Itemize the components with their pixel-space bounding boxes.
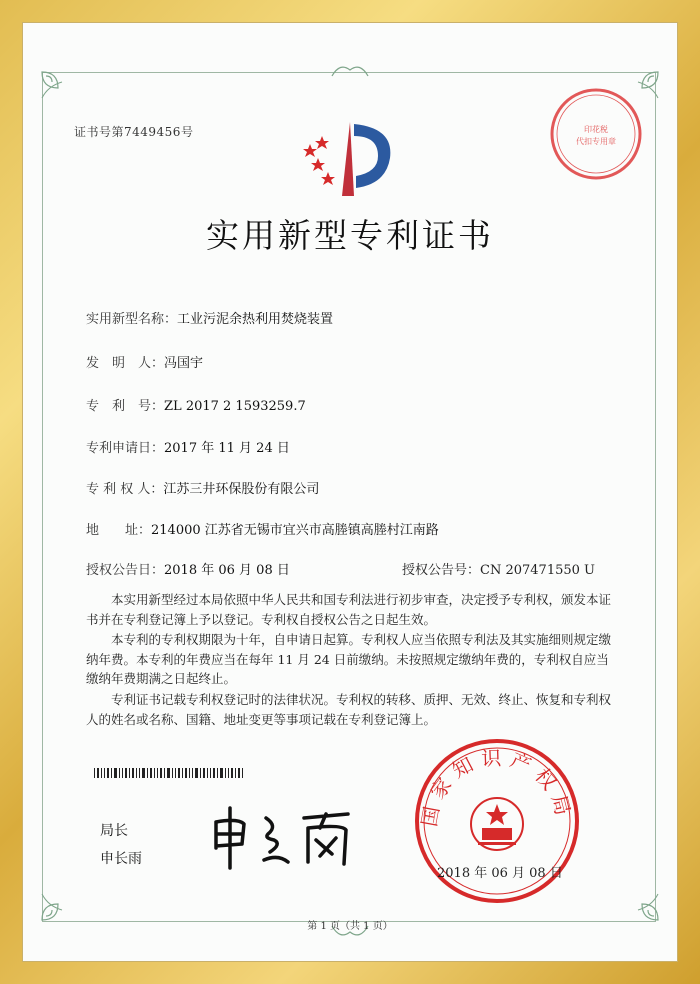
field-value: 工业污泥余热利用焚烧装置 <box>177 312 334 327</box>
body-paragraph: 本专利的专利权期限为十年，自申请日起算。专利权人应当依照专利法及其实施细则规定缴纳年费。本专利的年费应当在每年 11 月 24 日前缴纳。未按照规定缴纳年费的，专利权自应当缴纳年费期满之日起终止。 <box>86 632 612 686</box>
svg-text:代扣专用章: 代扣专用章 <box>576 137 616 146</box>
field-value: ZL 2017 2 1593259.7 <box>164 399 306 414</box>
svg-text:国家知识产权局: 国家知识产权局 <box>416 745 577 829</box>
field-value: 冯国宇 <box>164 356 204 371</box>
field-inventor <box>86 352 203 371</box>
field-label: 发 明 人： <box>86 356 165 371</box>
field-grant-date <box>86 559 290 578</box>
field-filing-date <box>86 437 290 456</box>
field-address <box>86 519 439 538</box>
field-grant-number <box>402 559 595 578</box>
field-patent-number <box>86 395 306 414</box>
corner-ornament-icon <box>38 68 78 108</box>
body-paragraph: 专利证书记载专利权登记时的法律状况。专利权的转移、质押、无效、终止、恢复和专利权人的姓名或名称、国籍、地址变更等事项记载在专利登记簿上。 <box>86 692 612 727</box>
field-value: 江苏三井环保股份有限公司 <box>163 482 320 497</box>
signatory-name: 申长雨 <box>100 851 142 867</box>
field-value: CN 207471550 U <box>480 563 595 578</box>
barcode-icon <box>94 768 244 778</box>
field-label: 专利申请日： <box>86 441 165 456</box>
signatory-role: 局长 <box>100 823 128 839</box>
field-name <box>86 308 333 327</box>
field-label: 专 利 权 人： <box>86 482 164 497</box>
field-patentee <box>86 478 319 497</box>
patent-office-logo-icon <box>298 118 402 198</box>
certificate-title: 实用新型专利证书 <box>206 216 494 255</box>
field-label: 实用新型名称： <box>86 312 178 327</box>
page-number: 第 1 页（共 1 页） <box>307 921 393 932</box>
svg-text:印花税: 印花税 <box>584 125 608 134</box>
top-ornament-icon <box>330 60 370 80</box>
handwritten-signature-icon <box>208 804 358 870</box>
agency-seal-icon <box>548 86 644 182</box>
field-label: 地 址： <box>86 523 152 538</box>
field-value: 214000 江苏省无锡市宜兴市高塍镇高塍村江南路 <box>151 523 439 538</box>
seal-date: 2018 年 06 月 08 日 <box>437 866 563 881</box>
field-value: 2017 年 11 月 24 日 <box>164 441 290 456</box>
certificate-number: 证书号第7449456号 <box>74 125 194 139</box>
field-label: 授权公告日： <box>86 563 165 578</box>
field-value: 2018 年 06 月 08 日 <box>164 563 290 578</box>
field-label: 专 利 号： <box>86 399 165 414</box>
body-paragraph: 本实用新型经过本局依照中华人民共和国专利法进行初步审查，决定授予专利权，颁发本证书并在专利登记簿上予以登记。专利权自授权公告之日起生效。 <box>86 592 612 627</box>
field-label: 授权公告号： <box>402 563 481 578</box>
